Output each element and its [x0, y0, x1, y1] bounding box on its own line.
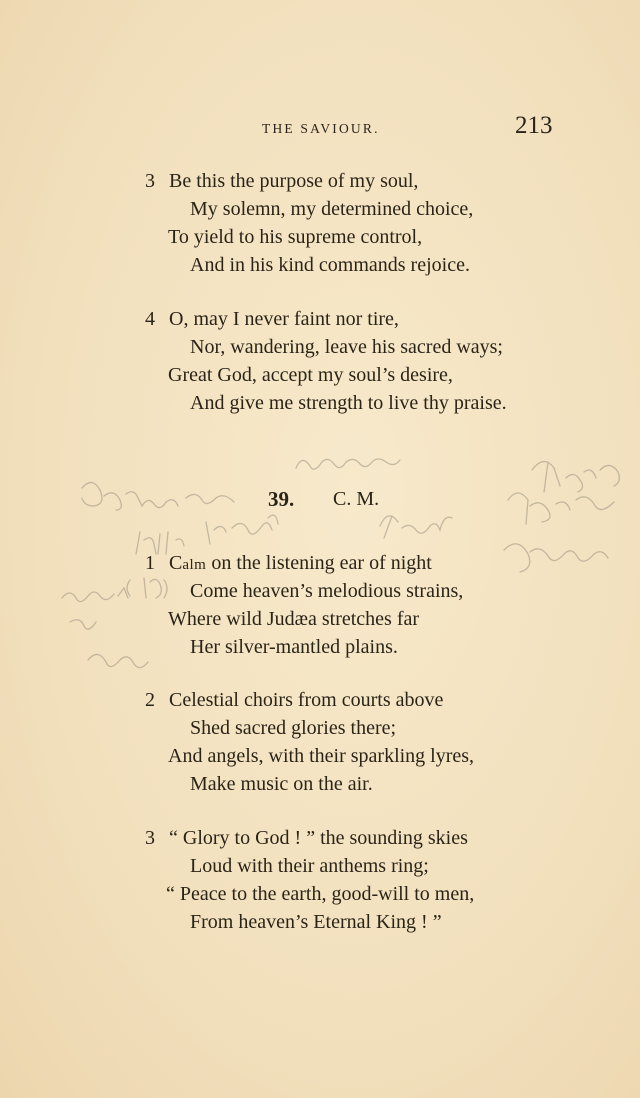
verse-line: 4 O, may I never faint nor tire,: [145, 306, 399, 334]
hymn-number: 39.: [268, 487, 295, 511]
verse-line: Make music on the air.: [190, 773, 373, 795]
verse-line: Her silver-mantled plains.: [190, 636, 398, 658]
verse-line: To yield to his supreme control,: [168, 226, 423, 248]
verse-line: And give me strength to live thy praise.: [190, 392, 507, 414]
verse-line: And angels, with their sparkling lyres,: [168, 745, 475, 767]
verse-line: Come heaven’s melodious strains,: [190, 580, 464, 602]
verse-line: “ Peace to the earth, good-will to men,: [166, 883, 475, 905]
verse-number: 3: [145, 170, 155, 192]
verse-line: 1 Calm on the listening ear of night: [145, 550, 432, 580]
page-number: 213: [515, 112, 553, 139]
verse-line: And in his kind commands rejoice.: [190, 254, 470, 276]
verse-number: 2: [145, 689, 155, 711]
verse-number: 3: [145, 827, 155, 849]
verse-line: 3 Be this the purpose of my soul,: [145, 168, 418, 196]
verse-number: 4: [145, 308, 155, 330]
verse-line: From heaven’s Eternal King ! ”: [190, 911, 442, 933]
verse-line: My solemn, my determined choice,: [190, 198, 474, 220]
verse-line: Where wild Judæa stretches far: [168, 608, 420, 630]
verse-line: Loud with their anthems ring;: [190, 855, 429, 877]
verse-line: 3 “ Glory to God ! ” the sounding skies: [145, 825, 468, 853]
running-title: THE SAVIOUR.: [262, 121, 380, 136]
verse-line: Nor, wandering, leave his sacred ways;: [190, 336, 503, 358]
verse-number: 1: [145, 552, 155, 574]
hymn-meter: C. M.: [333, 488, 380, 510]
verse-line: Great God, accept my soul’s desire,: [168, 364, 453, 386]
verse-line: 2 Celestial choirs from courts above: [145, 687, 443, 715]
verse-line: Shed sacred glories there;: [190, 717, 397, 739]
first-word: Calm: [169, 552, 207, 574]
